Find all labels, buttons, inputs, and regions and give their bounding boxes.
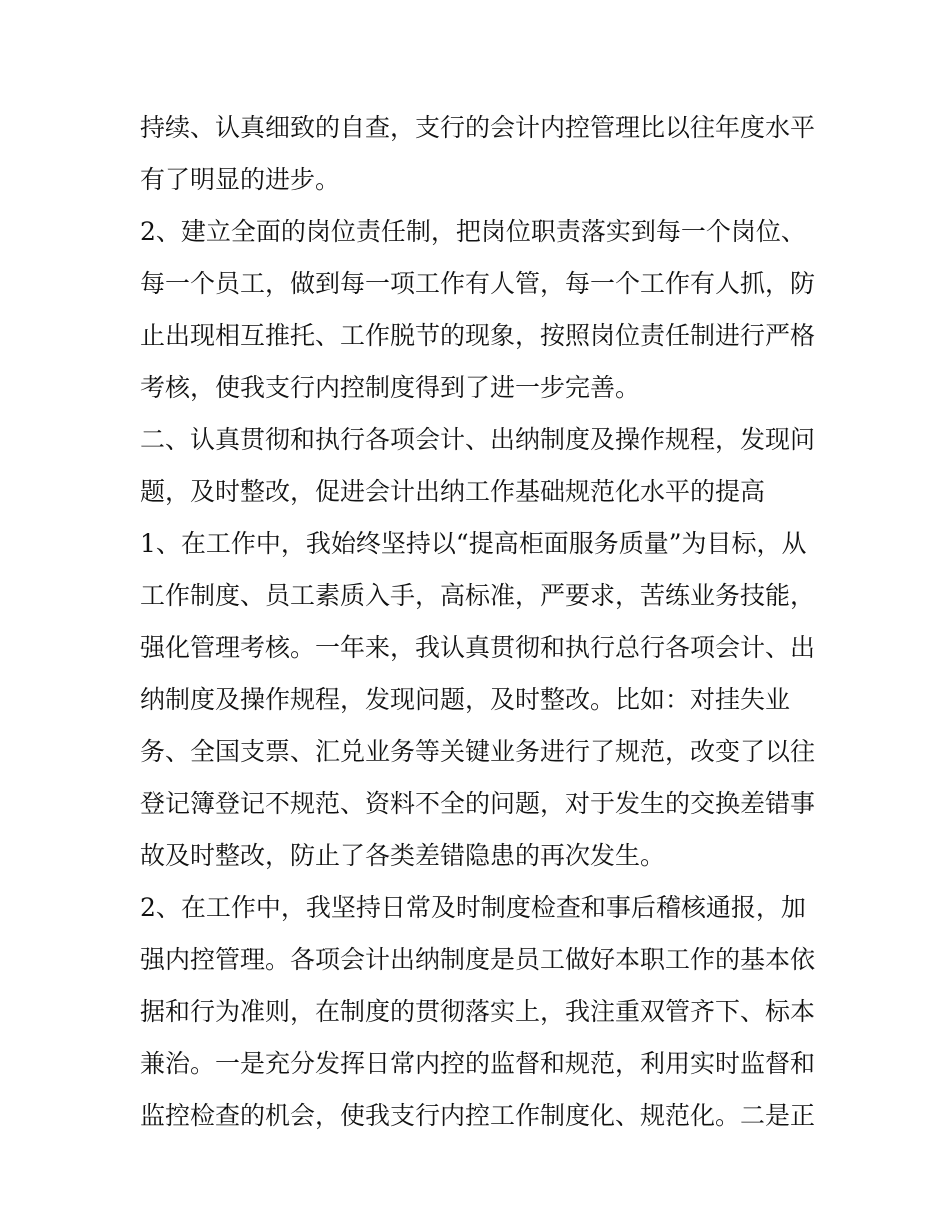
text-line: 纳制度及操作规程，发现问题，及时整改。比如：对挂失业	[140, 685, 791, 714]
text-line: 监控检查的机会，使我支行内控工作制度化、规范化。二是正	[140, 1101, 816, 1130]
text-line: 2、在工作中，我坚持日常及时制度检查和事后稽核通报，加	[140, 893, 806, 922]
text-line: 止出现相互推托、工作脱节的现象，按照岗位责任制进行严格	[140, 321, 816, 350]
text-line: 1、在工作中，我始终坚持以“提高柜面服务质量”为目标，从	[140, 529, 807, 558]
text-line: 兼治。一是充分发挥日常内控的监督和规范，利用实时监督和	[140, 1049, 816, 1078]
text-line: 务、全国支票、汇兑业务等关键业务进行了规范，改变了以往	[140, 737, 816, 766]
text-line: 强内控管理。各项会计出纳制度是员工做好本职工作的基本依	[140, 945, 816, 974]
text-line: 持续、认真细致的自查，支行的会计内控管理比以往年度水平	[140, 113, 816, 142]
text-line: 工作制度、员工素质入手，高标准，严要求，苦练业务技能，	[140, 581, 816, 610]
text-line: 考核，使我支行内控制度得到了进一步完善。	[140, 373, 641, 402]
text-line: 每一个员工，做到每一项工作有人管，每一个工作有人抓，防	[140, 269, 816, 298]
text-line: 题，及时整改，促进会计出纳工作基础规范化水平的提高	[140, 477, 766, 506]
text-line: 有了明显的进步。	[140, 165, 341, 194]
text-line: 登记簿登记不规范、资料不全的问题，对于发生的交换差错事	[140, 789, 816, 818]
text-line: 据和行为准则，在制度的贯彻落实上，我注重双管齐下、标本	[140, 997, 816, 1026]
text-line: 故及时整改，防止了各类差错隐患的再次发生。	[140, 841, 666, 870]
text-line: 强化管理考核。一年来，我认真贯彻和执行总行各项会计、出	[140, 633, 816, 662]
text-line: 二、认真贯彻和执行各项会计、出纳制度及操作规程，发现问	[140, 425, 816, 454]
text-line: 2、建立全面的岗位责任制，把岗位职责落实到每一个岗位、	[140, 217, 806, 246]
